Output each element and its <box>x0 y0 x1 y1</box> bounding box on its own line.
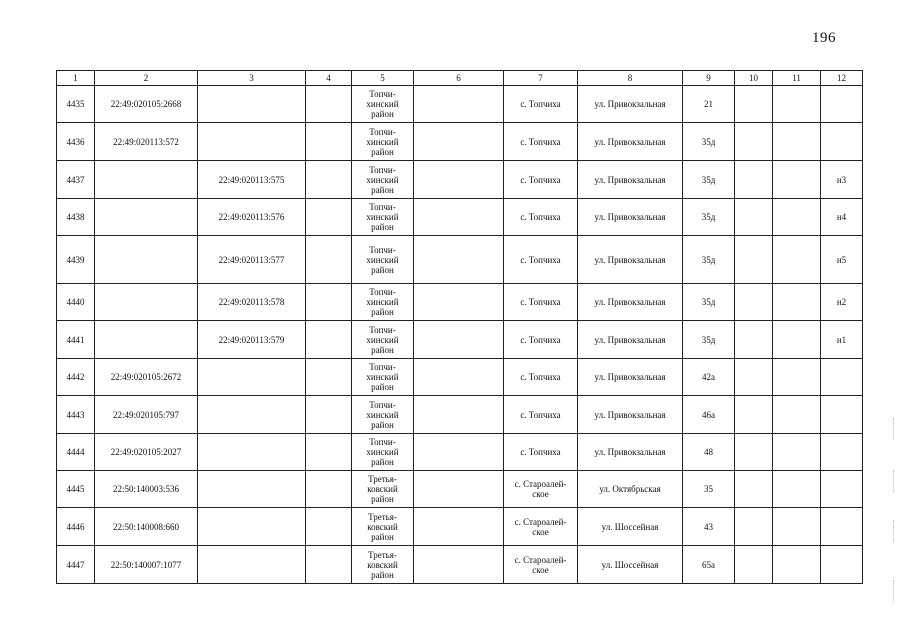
cell-col-6 <box>414 359 504 396</box>
cell-col-7: с. Староалей- ское <box>504 546 578 584</box>
cell-col-8: ул. Привокзальная <box>578 86 683 123</box>
cell-col-2: 22:49:020113:572 <box>95 123 198 161</box>
cell-col-4 <box>306 236 352 284</box>
cell-col-1: 4435 <box>57 86 95 123</box>
cell-col-8: ул. Привокзальная <box>578 284 683 321</box>
cell-col-5: Третья- ковский район <box>352 546 414 584</box>
cell-col-9: 21 <box>683 86 735 123</box>
cell-col-9: 48 <box>683 434 735 471</box>
column-header-8: 8 <box>578 71 683 86</box>
cell-col-3 <box>198 396 306 434</box>
table-row <box>57 546 863 584</box>
cell-col-8: ул. Привокзальная <box>578 396 683 434</box>
cell-col-12 <box>821 471 863 508</box>
cell-col-10 <box>735 284 773 321</box>
cell-col-9: 35д <box>683 236 735 284</box>
cell-col-7: с. Топчиха <box>504 396 578 434</box>
cell-col-6 <box>414 236 504 284</box>
cell-col-2: 22:50:140007:1077 <box>95 546 198 584</box>
cell-col-4 <box>306 161 352 199</box>
cell-col-12: н4 <box>821 199 863 236</box>
column-header-12: 12 <box>821 71 863 86</box>
cell-col-2 <box>95 236 198 284</box>
cell-col-9: 46а <box>683 396 735 434</box>
table-row <box>57 321 863 359</box>
cell-col-11 <box>773 471 821 508</box>
cell-col-5: Топчи- хинский район <box>352 396 414 434</box>
table-row <box>57 199 863 236</box>
cell-col-1: 4445 <box>57 471 95 508</box>
cell-col-5: Третья- ковский район <box>352 508 414 546</box>
cell-col-5: Третья- ковский район <box>352 471 414 508</box>
cell-col-3 <box>198 471 306 508</box>
cell-col-12: н3 <box>821 161 863 199</box>
cell-col-12 <box>821 123 863 161</box>
cell-col-2: 22:49:020105:2668 <box>95 86 198 123</box>
cell-col-5: Топчи- хинский район <box>352 86 414 123</box>
cell-col-3 <box>198 434 306 471</box>
cell-col-4 <box>306 321 352 359</box>
table-row <box>57 396 863 434</box>
cell-col-3: 22:49:020113:578 <box>198 284 306 321</box>
cell-col-7: с. Топчиха <box>504 434 578 471</box>
cell-col-1: 4443 <box>57 396 95 434</box>
cell-col-10 <box>735 508 773 546</box>
cell-col-2 <box>95 161 198 199</box>
cell-col-4 <box>306 546 352 584</box>
cell-col-4 <box>306 359 352 396</box>
column-header-2: 2 <box>95 71 198 86</box>
cell-col-12: н5 <box>821 236 863 284</box>
cell-col-11 <box>773 434 821 471</box>
cell-col-8: ул. Привокзальная <box>578 434 683 471</box>
cell-col-4 <box>306 123 352 161</box>
cell-col-2 <box>95 321 198 359</box>
column-header-3: 3 <box>198 71 306 86</box>
cell-col-1: 4436 <box>57 123 95 161</box>
cell-col-12 <box>821 434 863 471</box>
cell-col-10 <box>735 546 773 584</box>
cell-col-11 <box>773 508 821 546</box>
cell-col-5: Топчи- хинский район <box>352 161 414 199</box>
cell-col-4 <box>306 508 352 546</box>
cell-col-10 <box>735 396 773 434</box>
cell-col-12 <box>821 508 863 546</box>
margin-mark <box>893 580 896 602</box>
cell-col-8: ул. Привокзальная <box>578 236 683 284</box>
column-header-6: 6 <box>414 71 504 86</box>
cell-col-10 <box>735 471 773 508</box>
cell-col-8: ул. Октябрьская <box>578 471 683 508</box>
cell-col-3 <box>198 123 306 161</box>
cell-col-11 <box>773 284 821 321</box>
cell-col-9: 35д <box>683 284 735 321</box>
cell-col-2 <box>95 199 198 236</box>
cell-col-8: ул. Шоссейная <box>578 546 683 584</box>
register-table <box>56 70 863 584</box>
cell-col-6 <box>414 199 504 236</box>
cell-col-9: 35д <box>683 199 735 236</box>
cell-col-8: ул. Привокзальная <box>578 199 683 236</box>
cell-col-8: ул. Шоссейная <box>578 508 683 546</box>
cell-col-9: 35д <box>683 123 735 161</box>
cell-col-11 <box>773 546 821 584</box>
cell-col-4 <box>306 199 352 236</box>
column-header-9: 9 <box>683 71 735 86</box>
cell-col-7: с. Топчиха <box>504 86 578 123</box>
cell-col-5: Топчи- хинский район <box>352 123 414 161</box>
cell-col-6 <box>414 396 504 434</box>
margin-mark <box>893 418 896 440</box>
cell-col-1: 4439 <box>57 236 95 284</box>
column-header-10: 10 <box>735 71 773 86</box>
cell-col-9: 35д <box>683 161 735 199</box>
cell-col-1: 4440 <box>57 284 95 321</box>
cell-col-2: 22:49:020105:2027 <box>95 434 198 471</box>
cell-col-3 <box>198 86 306 123</box>
cell-col-10 <box>735 359 773 396</box>
table-body <box>57 86 863 584</box>
cell-col-5: Топчи- хинский район <box>352 434 414 471</box>
cell-col-11 <box>773 161 821 199</box>
cell-col-2: 22:49:020105:797 <box>95 396 198 434</box>
cell-col-8: ул. Привокзальная <box>578 321 683 359</box>
cell-col-9: 43 <box>683 508 735 546</box>
cell-col-7: с. Топчиха <box>504 284 578 321</box>
cell-col-12 <box>821 546 863 584</box>
cell-col-3 <box>198 359 306 396</box>
cell-col-3: 22:49:020113:579 <box>198 321 306 359</box>
cell-col-7: с. Топчиха <box>504 359 578 396</box>
cell-col-10 <box>735 199 773 236</box>
cell-col-12 <box>821 359 863 396</box>
cell-col-7: с. Топчиха <box>504 321 578 359</box>
column-header-1: 1 <box>57 71 95 86</box>
header-row <box>57 71 863 86</box>
cell-col-4 <box>306 434 352 471</box>
cell-col-4 <box>306 396 352 434</box>
margin-mark <box>893 470 896 492</box>
table-row <box>57 161 863 199</box>
cell-col-6 <box>414 508 504 546</box>
cell-col-2: 22:49:020105:2672 <box>95 359 198 396</box>
cell-col-6 <box>414 123 504 161</box>
cell-col-5: Топчи- хинский район <box>352 359 414 396</box>
table-row <box>57 236 863 284</box>
cell-col-10 <box>735 434 773 471</box>
cell-col-9: 42а <box>683 359 735 396</box>
table-row <box>57 123 863 161</box>
cell-col-6 <box>414 321 504 359</box>
cell-col-7: с. Топчиха <box>504 236 578 284</box>
cell-col-11 <box>773 199 821 236</box>
cell-col-10 <box>735 236 773 284</box>
cell-col-3: 22:49:020113:575 <box>198 161 306 199</box>
cell-col-11 <box>773 236 821 284</box>
cell-col-1: 4446 <box>57 508 95 546</box>
column-header-4: 4 <box>306 71 352 86</box>
cell-col-12: н2 <box>821 284 863 321</box>
cell-col-1: 4447 <box>57 546 95 584</box>
cell-col-6 <box>414 434 504 471</box>
cell-col-4 <box>306 86 352 123</box>
table-row <box>57 508 863 546</box>
cell-col-8: ул. Привокзальная <box>578 359 683 396</box>
cell-col-11 <box>773 396 821 434</box>
cell-col-7: с. Топчиха <box>504 123 578 161</box>
cell-col-6 <box>414 161 504 199</box>
cell-col-3: 22:49:020113:576 <box>198 199 306 236</box>
cell-col-5: Топчи- хинский район <box>352 321 414 359</box>
table-row <box>57 471 863 508</box>
column-header-7: 7 <box>504 71 578 86</box>
cell-col-1: 4442 <box>57 359 95 396</box>
cell-col-5: Топчи- хинский район <box>352 236 414 284</box>
cell-col-9: 35д <box>683 321 735 359</box>
cell-col-3 <box>198 546 306 584</box>
cell-col-2 <box>95 284 198 321</box>
cell-col-1: 4438 <box>57 199 95 236</box>
cell-col-11 <box>773 321 821 359</box>
column-header-5: 5 <box>352 71 414 86</box>
cell-col-3 <box>198 508 306 546</box>
page-number: 196 <box>812 30 836 46</box>
cell-col-7: с. Староалей- ское <box>504 471 578 508</box>
cell-col-11 <box>773 123 821 161</box>
cell-col-4 <box>306 471 352 508</box>
cell-col-11 <box>773 359 821 396</box>
margin-mark <box>893 520 896 542</box>
cell-col-7: с. Топчиха <box>504 199 578 236</box>
cell-col-6 <box>414 546 504 584</box>
cell-col-6 <box>414 86 504 123</box>
cell-col-5: Топчи- хинский район <box>352 199 414 236</box>
cell-col-11 <box>773 86 821 123</box>
cell-col-1: 4444 <box>57 434 95 471</box>
cell-col-7: с. Староалей- ское <box>504 508 578 546</box>
cell-col-5: Топчи- хинский район <box>352 284 414 321</box>
cell-col-10 <box>735 123 773 161</box>
cell-col-10 <box>735 321 773 359</box>
table-row <box>57 86 863 123</box>
cell-col-12 <box>821 86 863 123</box>
table-row <box>57 359 863 396</box>
table-row <box>57 434 863 471</box>
cell-col-1: 4441 <box>57 321 95 359</box>
cell-col-6 <box>414 471 504 508</box>
cell-col-2: 22:50:140008:660 <box>95 508 198 546</box>
cell-col-8: ул. Привокзальная <box>578 123 683 161</box>
cell-col-10 <box>735 161 773 199</box>
cell-col-4 <box>306 284 352 321</box>
cell-col-2: 22:50:140003:536 <box>95 471 198 508</box>
cell-col-1: 4437 <box>57 161 95 199</box>
cell-col-9: 35 <box>683 471 735 508</box>
cell-col-12 <box>821 396 863 434</box>
cell-col-8: ул. Привокзальная <box>578 161 683 199</box>
cell-col-10 <box>735 86 773 123</box>
table-header <box>57 71 863 86</box>
column-header-11: 11 <box>773 71 821 86</box>
cell-col-6 <box>414 284 504 321</box>
cell-col-9: 65а <box>683 546 735 584</box>
cell-col-12: н1 <box>821 321 863 359</box>
cell-col-3: 22:49:020113:577 <box>198 236 306 284</box>
cell-col-7: с. Топчиха <box>504 161 578 199</box>
table-row <box>57 284 863 321</box>
